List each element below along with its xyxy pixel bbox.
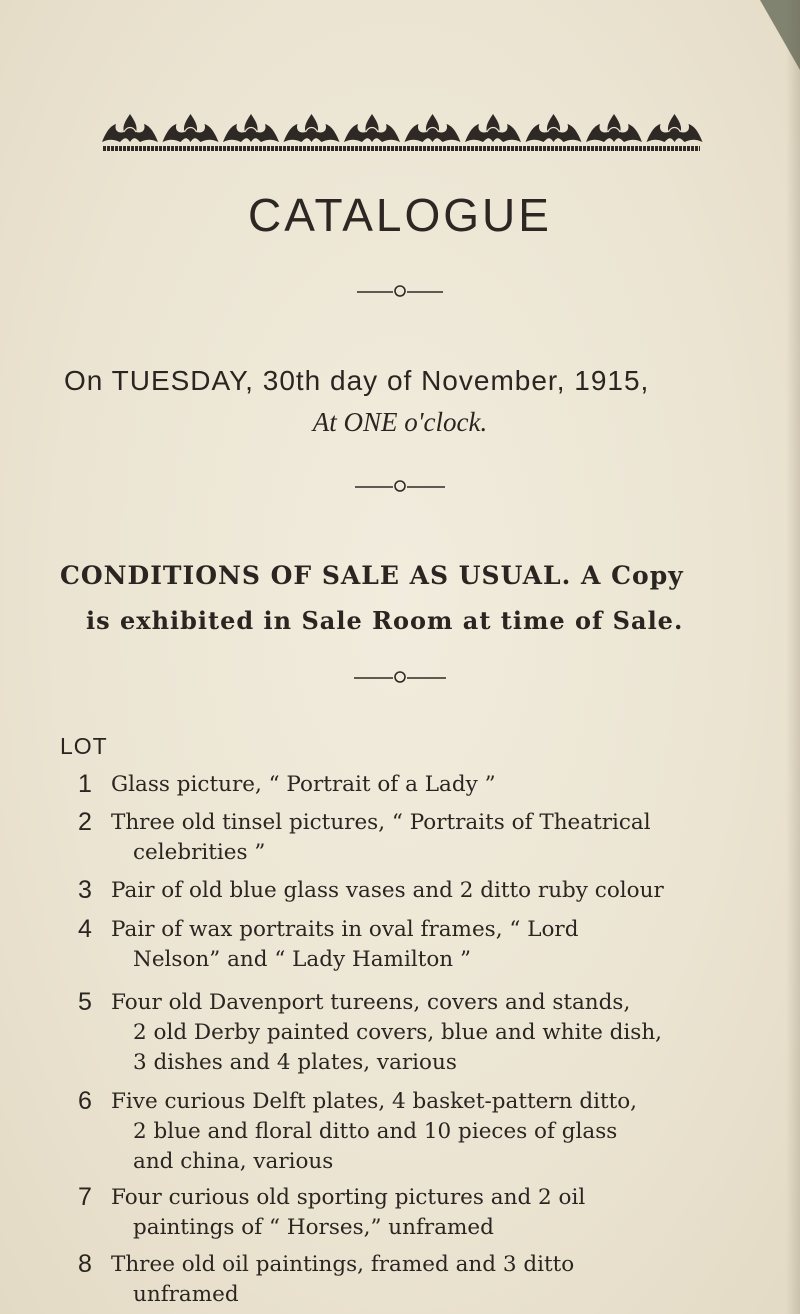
conditions-line-2: is exhibited in Sale Room at time of Sale. xyxy=(86,606,684,635)
lot-line: Four curious old sporting pictures and 2 oil xyxy=(111,1185,586,1210)
lot-number: 8 xyxy=(78,1250,92,1278)
divider-ornament xyxy=(353,477,447,493)
sale-date: On TUESDAY, 30th day of November, 1915, xyxy=(64,365,650,396)
lot-line: 3 dishes and 4 plates, various xyxy=(133,1050,457,1075)
lot-line: Pair of wax portraits in oval frames, “ Lord xyxy=(111,917,579,942)
lot-line: Four old Davenport tureens, covers and stands, xyxy=(111,990,631,1015)
lot-description xyxy=(111,1250,766,1310)
lot-line: Three old oil paintings, framed and 3 ditto xyxy=(111,1252,575,1277)
lot-line: Three old tinsel pictures, “ Portraits of Theatrical xyxy=(111,810,651,835)
lot-line: Five curious Delft plates, 4 basket-pattern ditto, xyxy=(111,1089,638,1114)
lot-description xyxy=(111,876,766,906)
lot-number: 6 xyxy=(78,1087,92,1115)
lot-number: 4 xyxy=(78,915,92,943)
lot-line: Nelson” and “ Lady Hamilton ” xyxy=(133,947,471,972)
lot-number: 2 xyxy=(78,808,92,836)
lot-line: celebrities ” xyxy=(133,840,266,865)
lot-description xyxy=(111,770,766,800)
lot-line: and china, various xyxy=(133,1149,334,1174)
ornament-rule xyxy=(103,146,700,151)
lot-number: 1 xyxy=(78,770,92,798)
lot-number: 7 xyxy=(78,1183,92,1211)
lot-description xyxy=(111,988,766,1078)
sale-time: At ONE o'clock. xyxy=(312,407,488,437)
conditions-line-1: CONDITIONS OF SALE AS USUAL. A Copy xyxy=(60,561,684,590)
page-title: CATALOGUE xyxy=(248,189,552,241)
divider-ornament xyxy=(355,282,445,298)
lot-column-heading: LOT xyxy=(60,733,108,759)
lot-description xyxy=(111,915,766,975)
divider-ornament xyxy=(352,668,448,684)
lot-line: 2 old Derby painted covers, blue and white dish, xyxy=(133,1020,662,1045)
lot-line: unframed xyxy=(133,1282,239,1307)
lot-line: Pair of old blue glass vases and 2 ditto ruby colour xyxy=(111,878,664,903)
lot-line: 2 blue and floral ditto and 10 pieces of glass xyxy=(133,1119,618,1144)
lot-line: Glass picture, “ Portrait of a Lady ” xyxy=(111,772,496,797)
lot-line: paintings of “ Horses,” unframed xyxy=(133,1215,494,1240)
lot-description xyxy=(111,1087,766,1177)
lot-number: 5 xyxy=(78,988,92,1016)
lot-description xyxy=(111,1183,766,1243)
lot-description xyxy=(111,808,766,868)
lot-number: 3 xyxy=(78,876,92,904)
ornament-border xyxy=(100,111,705,145)
